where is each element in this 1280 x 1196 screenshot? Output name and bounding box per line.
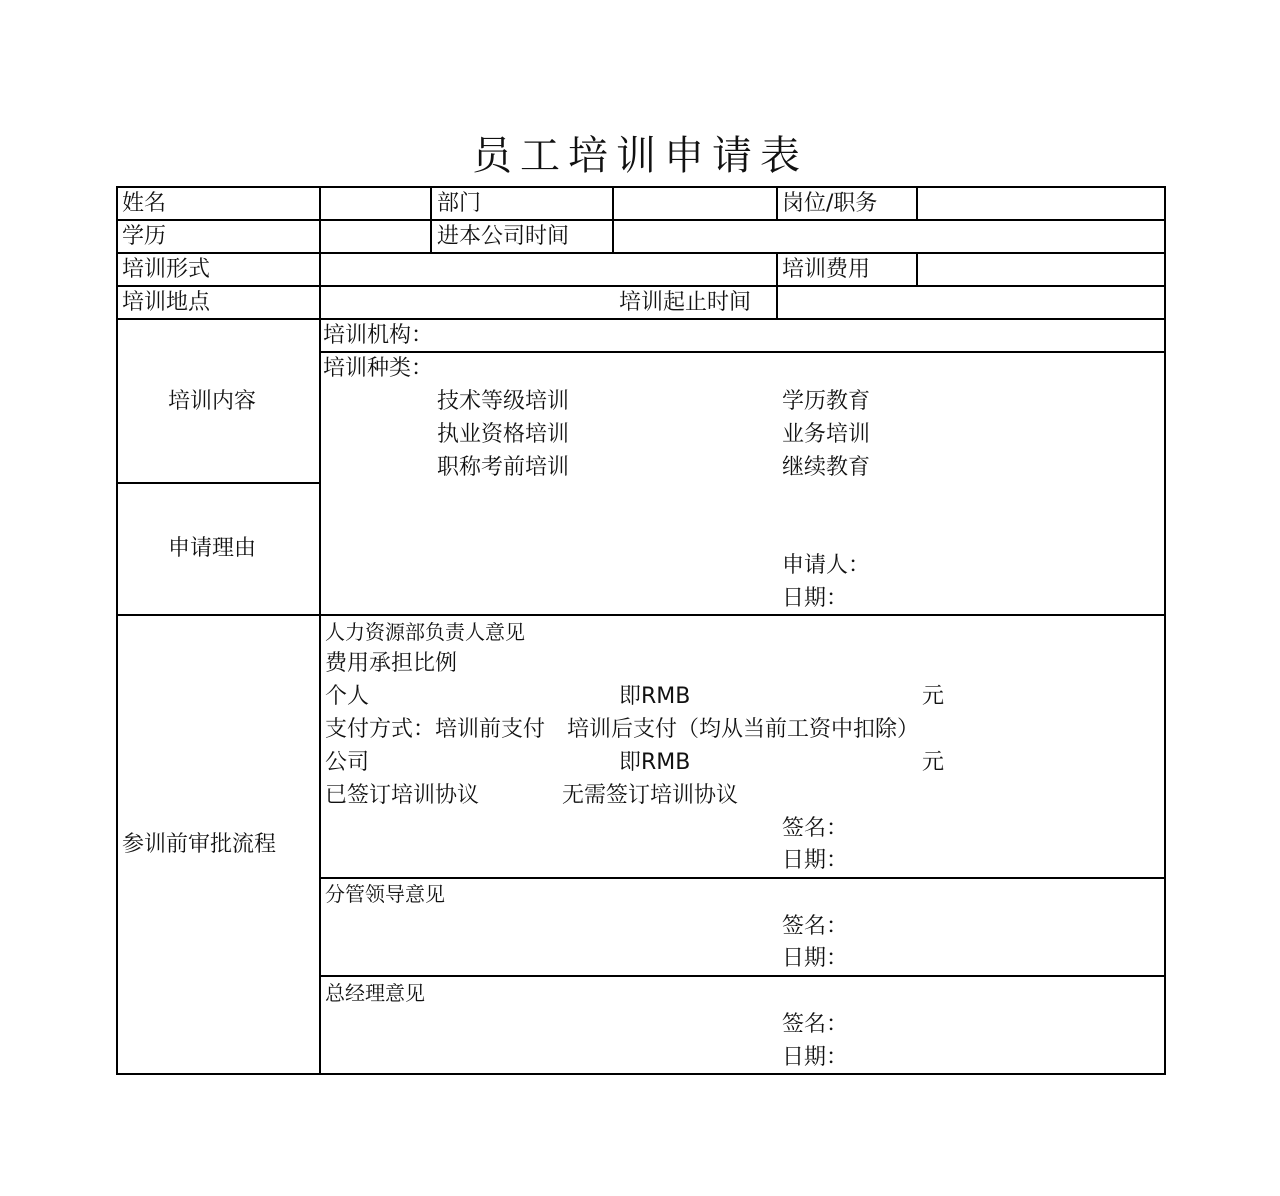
training-form-label: 培训形式 <box>122 257 211 282</box>
education-field[interactable] <box>321 221 430 252</box>
training-type-option[interactable]: 职称考前培训 <box>437 455 570 480</box>
agreement-signed-option[interactable]: 已签订培训协议 <box>325 783 480 808</box>
training-type-option[interactable]: 继续教育 <box>782 455 871 480</box>
applicant-label: 申请人： <box>782 553 871 578</box>
training-type-label: 培训种类： <box>323 356 434 381</box>
approval-process-label: 参训前审批流程 <box>122 832 277 857</box>
cost-ratio-label: 费用承担比例 <box>325 651 458 676</box>
company-unit: 元 <box>922 750 945 775</box>
training-content-label: 培训内容 <box>168 389 257 414</box>
company-label: 公司 <box>325 750 370 775</box>
name-label: 姓名 <box>122 191 167 216</box>
gm-opinion-heading: 总经理意见 <box>325 981 425 1005</box>
name-field[interactable] <box>321 188 430 219</box>
gm-date-label: 日期： <box>782 1045 849 1070</box>
position-label: 岗位/职务 <box>782 191 878 216</box>
training-institution-label: 培训机构： <box>323 323 434 348</box>
position-field[interactable] <box>918 188 1164 219</box>
grid-line <box>430 186 432 252</box>
training-type-option[interactable]: 业务培训 <box>782 422 871 447</box>
grid-line <box>116 614 1166 616</box>
application-reason-label: 申请理由 <box>168 536 257 561</box>
education-label: 学历 <box>122 224 167 249</box>
grid-line <box>116 482 320 484</box>
training-location-field[interactable] <box>321 287 611 318</box>
hr-signature-label: 签名： <box>782 816 849 841</box>
grid-line <box>319 975 1166 977</box>
join-date-label: 进本公司时间 <box>437 224 570 249</box>
personal-label: 个人 <box>325 684 370 709</box>
training-type-option[interactable]: 执业资格培训 <box>437 422 570 447</box>
grid-line <box>1164 186 1166 1075</box>
application-date-label: 日期： <box>782 586 849 611</box>
training-location-label: 培训地点 <box>122 290 211 315</box>
leader-date-label: 日期： <box>782 946 849 971</box>
leader-opinion-heading: 分管领导意见 <box>325 882 445 906</box>
training-period-label: 培训起止时间 <box>619 290 752 315</box>
grid-line <box>116 186 118 1075</box>
grid-line <box>776 186 778 219</box>
join-date-field[interactable] <box>614 221 1164 252</box>
agreement-not-needed-option[interactable]: 无需签订培训协议 <box>562 783 739 808</box>
gm-signature-label: 签名： <box>782 1012 849 1037</box>
hr-opinion-heading: 人力资源部负责人意见 <box>325 620 525 644</box>
grid-line <box>319 351 1166 353</box>
department-label: 部门 <box>437 191 482 216</box>
training-form-field[interactable] <box>321 254 776 285</box>
training-fee-label: 培训费用 <box>782 257 871 282</box>
training-type-option[interactable]: 技术等级培训 <box>437 389 570 414</box>
training-period-field[interactable] <box>778 287 1164 318</box>
payment-method: 支付方式：培训前支付 培训后支付（均从当前工资中扣除） <box>325 717 920 742</box>
training-type-option[interactable]: 学历教育 <box>782 389 871 414</box>
department-field[interactable] <box>614 188 776 219</box>
grid-line <box>319 877 1166 879</box>
personal-rmb-label: 即RMB <box>619 684 691 709</box>
leader-signature-label: 签名： <box>782 914 849 939</box>
personal-unit: 元 <box>922 684 945 709</box>
training-institution-field[interactable] <box>440 320 1164 351</box>
grid-line <box>319 186 321 1075</box>
training-fee-field[interactable] <box>918 254 1164 285</box>
hr-date-label: 日期： <box>782 848 849 873</box>
company-rmb-label: 即RMB <box>619 750 691 775</box>
grid-line <box>116 1073 1166 1075</box>
page-title: 员工培训申请表 <box>472 133 808 179</box>
